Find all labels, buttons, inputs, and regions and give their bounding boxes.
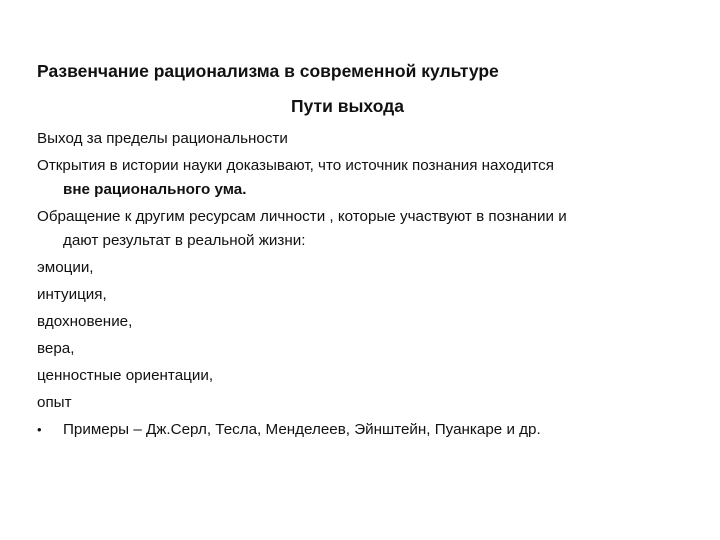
text-line-discoveries-continued: вне рационального ума. (63, 181, 247, 198)
bullet-item-examples (37, 418, 697, 445)
list-item-emotions: эмоции, (37, 259, 94, 276)
slide-subtitle: Пути выхода (291, 96, 405, 116)
bullet-icon: • (37, 422, 42, 437)
text-line-discoveries: Открытия в истории науки доказывают, что источник познания находится (37, 157, 554, 174)
text-line-other-resources-continued: дают результат в реальной жизни: (63, 232, 306, 249)
list-item-inspiration: вдохновение, (37, 313, 133, 330)
list-item-intuition: интуиция, (37, 286, 107, 303)
text-line-other-resources: Обращение к другим ресурсам личности , которые участвуют в познании и (37, 208, 567, 225)
list-item-faith: вера, (37, 340, 75, 357)
list-item-value-orientations: ценностные ориентации, (37, 367, 214, 384)
slide-title: Развенчание рационализма в современной культуре (37, 61, 499, 81)
list-item-experience: опыт (37, 394, 72, 411)
bullet-item-text: Примеры – Дж.Серл, Тесла, Менделеев, Эйнштейн, Пуанкаре и др. (63, 421, 541, 438)
slide-body (37, 127, 697, 445)
text-line-beyond-rationality: Выход за пределы рациональности (37, 130, 288, 147)
